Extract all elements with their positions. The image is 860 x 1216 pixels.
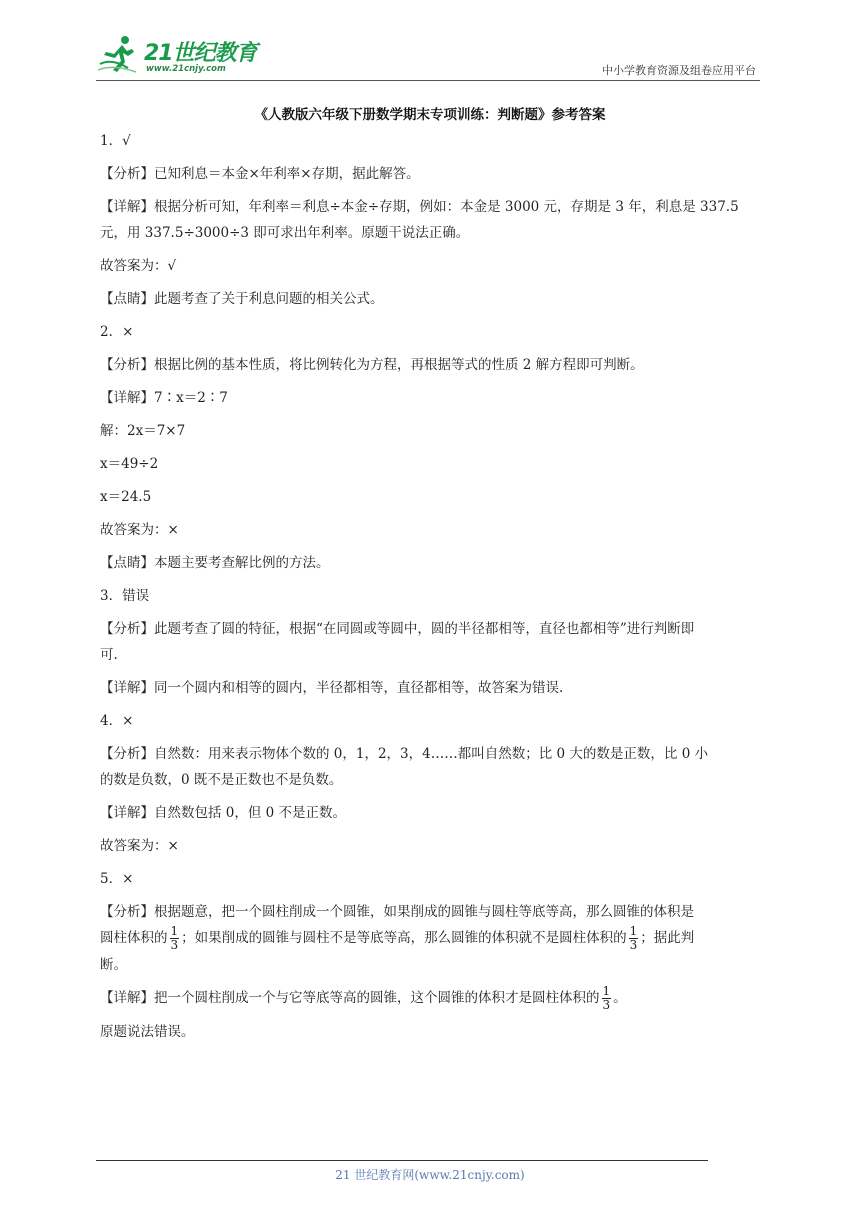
detail-line: 【详解】自然数包括 0，但 0 不是正数。: [100, 805, 347, 821]
analysis-line: 的数是负数，0 既不是正数也不是负数。: [100, 772, 343, 788]
runner-logo-icon: [98, 34, 140, 74]
detail-line: 元，用 337.5÷3000÷3 即可求出年利率。原题干说法正确。: [100, 225, 470, 241]
analysis-line: 断。: [100, 957, 127, 973]
comment-line: 【点睛】此题考查了关于利息问题的相关公式。: [100, 291, 384, 307]
analysis-line: 【分析】自然数：用来表示物体个数的 0，1，2，3，4……都叫自然数；比 0 大的数是正数，比 0 小: [100, 746, 709, 762]
text-segment: ；据此判: [640, 930, 695, 946]
page-title: 《人教版六年级下册数学期末专项训练：判断题》参考答案: [254, 107, 606, 123]
fraction-numerator: 1: [629, 924, 638, 938]
answer-number: 4．×: [100, 713, 134, 729]
equation-line: 解：2x＝7×7: [100, 423, 186, 439]
footer-divider: [96, 1160, 708, 1161]
page-header: [96, 30, 760, 81]
analysis-line: 【分析】已知利息＝本金×年利率×存期，据此解答。: [100, 166, 420, 182]
fraction-numerator: 1: [602, 984, 611, 998]
text-segment: 圆柱体积的: [100, 930, 168, 946]
analysis-line-with-fraction: [100, 925, 764, 952]
fraction-one-third: [170, 925, 180, 952]
analysis-line: 可.: [100, 647, 118, 663]
comment-line: 【点睛】本题主要考查解比例的方法。: [100, 555, 330, 571]
detail-line: 【详解】7∶x＝2∶7: [100, 390, 228, 406]
logo-text: 21世纪教育: [144, 41, 257, 66]
detail-line: 【详解】同一个圆内和相等的圆内，半径都相等，直径都相等，故答案为错误.: [100, 680, 564, 696]
fraction-numerator: 1: [170, 924, 179, 938]
equation-line: x＝24.5: [100, 489, 152, 505]
analysis-line: 【分析】此题考查了圆的特征，根据“在同圆或等圆中，圆的半径都相等，直径也都相等”进行判断即: [100, 621, 695, 637]
answer-number: 5．×: [100, 871, 134, 887]
footer-text: 21 世纪教育网(www.21cnjy.com): [335, 1168, 525, 1182]
text-segment: 【详解】把一个圆柱削成一个与它等底等高的圆锥，这个圆锥的体积才是圆柱体积的: [100, 990, 600, 1006]
analysis-line: 【分析】根据比例的基本性质，将比例转化为方程，再根据等式的性质 2 解方程即可判断。: [100, 357, 644, 373]
fraction-one-third: [629, 925, 639, 952]
answer-number: 3．错误: [100, 588, 150, 604]
answer-line: 故答案为：×: [100, 838, 179, 854]
logo: [96, 30, 266, 78]
platform-name: 中小学教育资源及组卷应用平台: [602, 64, 756, 77]
analysis-line: 【分析】根据题意，把一个圆柱削成一个圆锥，如果削成的圆锥与圆柱等底等高，那么圆锥的体积是: [100, 904, 694, 920]
logo-url: www.21cnjy.com: [146, 64, 226, 74]
answer-line: 故答案为：×: [100, 522, 179, 538]
detail-line-with-fraction: [100, 985, 764, 1012]
text-segment: ；如果削成的圆锥与圆柱不是等底等高，那么圆锥的体积就不是圆柱体积的: [181, 930, 627, 946]
text-segment: 。: [613, 990, 627, 1006]
fraction-denominator: 3: [602, 998, 611, 1012]
answer-content: [100, 128, 764, 1052]
conclusion-line: 原题说法错误。: [100, 1024, 195, 1040]
answer-number: 1．√: [100, 133, 131, 149]
detail-line: 【详解】根据分析可知，年利率＝利息÷本金÷存期，例如：本金是 3000 元，存期是 3 年，利息是 337.5: [100, 199, 739, 215]
equation-line: x＝49÷2: [100, 456, 159, 472]
answer-line: 故答案为：√: [100, 258, 177, 274]
fraction-one-third: [602, 985, 612, 1012]
answer-number: 2．×: [100, 324, 134, 340]
fraction-denominator: 3: [629, 938, 638, 952]
fraction-denominator: 3: [170, 938, 179, 952]
